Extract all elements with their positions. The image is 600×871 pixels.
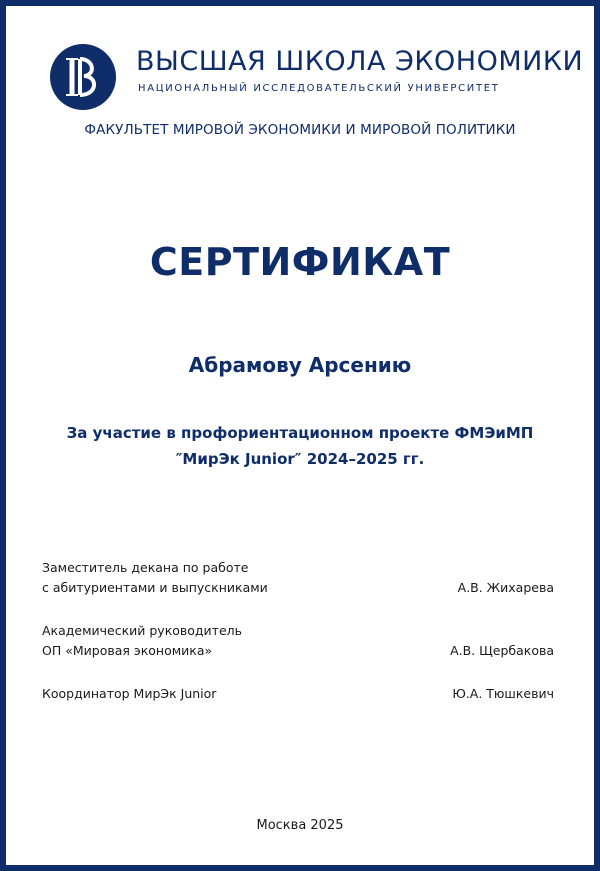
- university-subtitle: НАЦИОНАЛЬНЫЙ ИССЛЕДОВАТЕЛЬСКИЙ УНИВЕРСИТЕТ: [138, 83, 500, 94]
- signatory-name: Ю.А. Тюшкевич: [452, 686, 554, 701]
- signatory-role: [42, 558, 268, 598]
- signatory-role-line-1: Академический руководитель: [42, 623, 243, 638]
- place-and-year: Москва 2025: [256, 818, 344, 833]
- signatory-1: [42, 558, 554, 598]
- signatory-2: [42, 621, 554, 661]
- signatory-role-line-2: ОП «Мировая экономика»: [42, 643, 213, 658]
- signatory-role: [42, 621, 242, 661]
- signatory-name: А.В. Жихарева: [457, 580, 554, 595]
- award-reason-line-1: За участие в профориентационном проекте ФМЭиМП: [66, 424, 534, 442]
- signatory-role-line-1: Заместитель декана по работе: [42, 560, 249, 575]
- signatory-name: А.В. Щербакова: [450, 643, 554, 658]
- faculty-name: ФАКУЛЬТЕТ МИРОВОЙ ЭКОНОМИКИ И МИРОВОЙ ПОЛИТИКИ: [84, 122, 516, 138]
- university-header: [44, 38, 584, 108]
- certificate-title: СЕРТИФИКАТ: [149, 240, 451, 284]
- hse-logo-icon: [50, 44, 116, 110]
- signatory-3: [42, 684, 554, 704]
- signatory-role-line-1: Координатор МирЭк Junior: [42, 686, 217, 701]
- award-reason-line-2: ″МирЭк Junior″ 2024–2025 гг.: [175, 450, 425, 468]
- signatory-role: [42, 684, 216, 704]
- signatory-role-line-2: с абитуриентами и выпускниками: [42, 580, 268, 595]
- university-name: ВЫСШАЯ ШКОЛА ЭКОНОМИКИ: [136, 46, 584, 77]
- recipient-name: Абрамову Арсению: [188, 353, 412, 377]
- award-reason: [6, 420, 594, 472]
